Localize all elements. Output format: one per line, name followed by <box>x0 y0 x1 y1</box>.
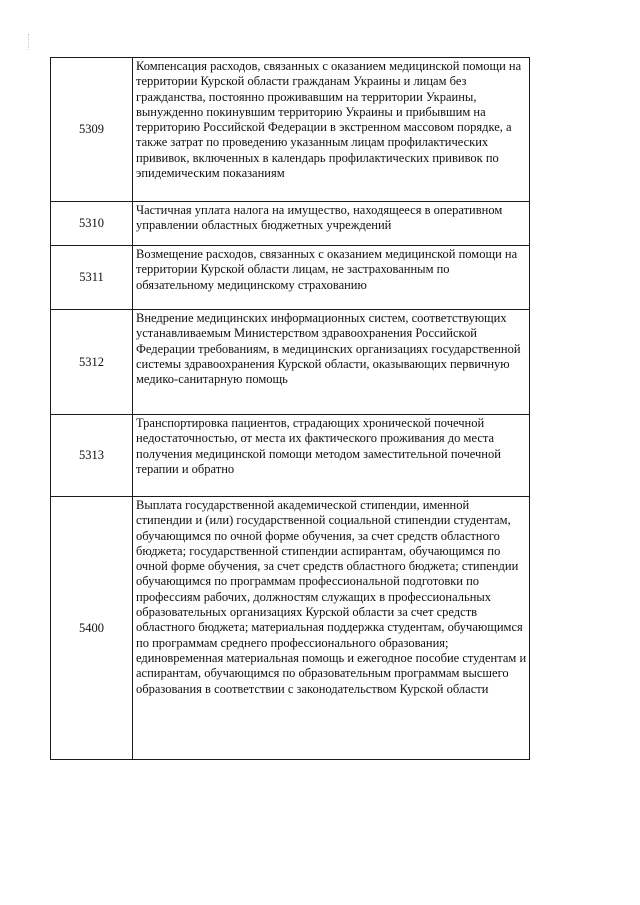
description-text: Возмещение расходов, связанных с оказанием медицинской помощи на территории Курской области лицам, не застрахованным по обязательному медицинскому страхованию <box>136 247 518 292</box>
description-cell <box>133 497 530 760</box>
table-row <box>51 310 530 415</box>
description-text: Компенсация расходов, связанных с оказанием медицинской помощи на территории Курской области гражданам Украины и лицам без гражданства, постоянно проживавшим на территории Украины, вынужденно покинувшим территорию Украины и прибывшим на территорию Российской Федерации в экстренном массовом порядке, а также затрат по проведению указанным лицам профилактических прививок, включенных в календарь профилактических прививок по эпидемическим показаниям <box>136 59 522 181</box>
code-cell: 5310 <box>51 202 133 246</box>
table-row <box>51 202 530 246</box>
description-cell <box>133 58 530 202</box>
scan-artifact-mark <box>28 34 35 50</box>
description-cell <box>133 415 530 497</box>
description-text: Внедрение медицинских информационных систем, соответствующих устанавливаемым Министерством здравоохранения Российской Федерации требованиям, в медицинских организациях государственной системы здравоохранения Курской области, оказывающих первичную медико-санитарную помощь <box>136 311 521 387</box>
description-cell <box>133 310 530 415</box>
description-text: Транспортировка пациентов, страдающих хронической почечной недостаточностью, от места их фактического проживания до места получения медицинской помощи методом заместительной почечной терапии и обратно <box>136 416 501 476</box>
table-row <box>51 415 530 497</box>
code-cell: 5400 <box>51 497 133 760</box>
code-cell: 5312 <box>51 310 133 415</box>
description-text: Частичная уплата налога на имущество, находящееся в оперативном управлении областных бюджетных учреждений <box>136 203 503 233</box>
table-row <box>51 58 530 202</box>
code-cell: 5313 <box>51 415 133 497</box>
table-row <box>51 246 530 310</box>
budget-codes-table <box>50 57 530 760</box>
description-cell <box>133 202 530 246</box>
code-cell: 5309 <box>51 58 133 202</box>
description-text: Выплата государственной академической стипендии, именной стипендии и (или) государственной социальной стипендии студентам, обучающимся по очной форме обучения, за счет средств областного бюджета; государственной стипендии аспирантам, обучающимся по очной форме обучения, за счет средств областного бюджета; стипендии обучающимся по программам профессиональной подготовки по профессиям рабочих, должностям служащих в профессиональных образовательных организациях Курской области за счет средств областного бюджета; материальная поддержка студентам, обучающимся по программам среднего профессионального образования; единовременная материальная помощь и ежегодное пособие студентам и аспирантам, обучающимся по образовательным программам высшего образования в соответствии с законодательством Курской области <box>136 498 527 696</box>
description-cell <box>133 246 530 310</box>
code-cell: 5311 <box>51 246 133 310</box>
table-row <box>51 497 530 760</box>
